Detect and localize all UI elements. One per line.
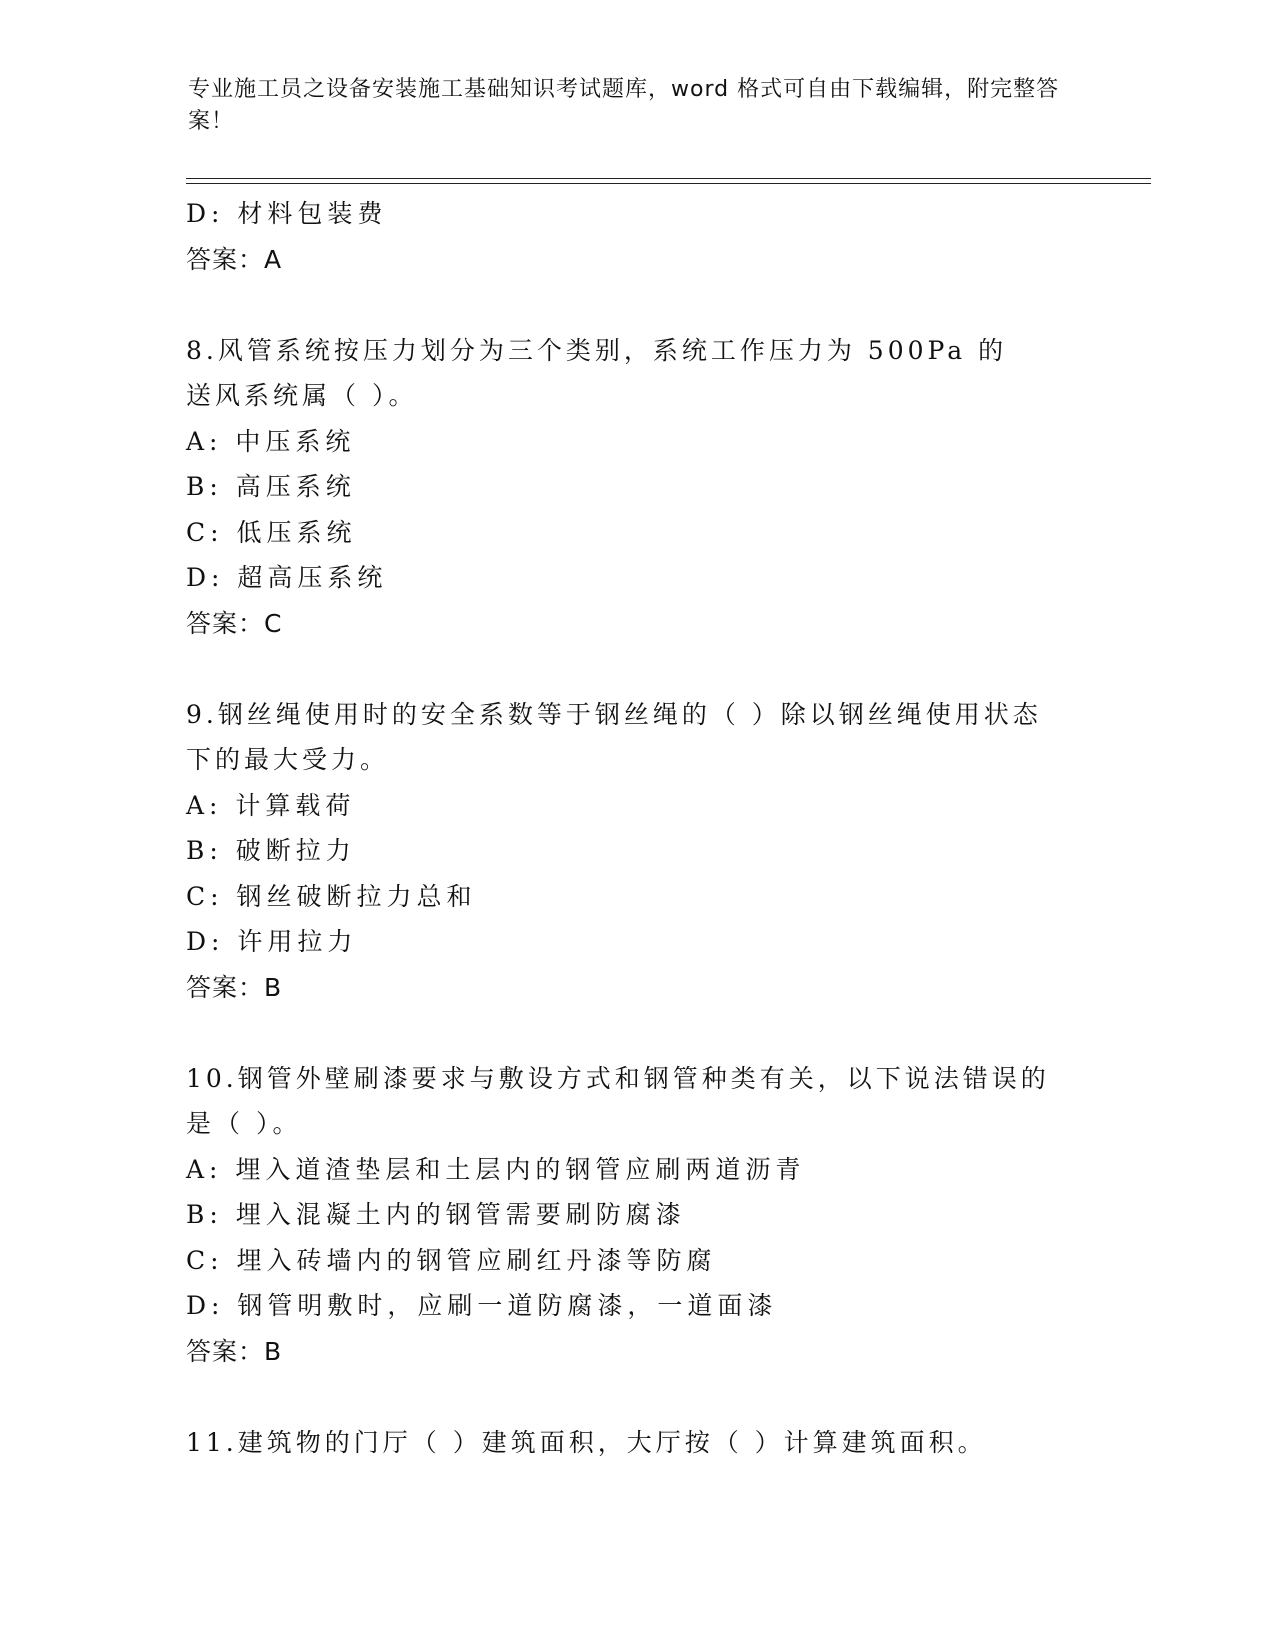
header-rule-bottom [186,183,1151,184]
answer: 答案：B [186,1336,283,1366]
option-a: A: 计算载荷 [186,790,356,820]
option-b: B: 破断拉力 [186,836,356,865]
option-d: D: 材料包装费 [186,199,388,228]
question-9 [186,692,1086,1011]
option-c: C: 钢丝破断拉力总和 [186,881,477,911]
document-header: 专业施工员之设备安装施工基础知识考试题库，word 格式可自由下载编辑，附完整答案！ [188,77,1060,134]
question-11 [186,1420,1086,1466]
question-text: 8.风管系统按压力划分为三个类别，系统工作压力为 500Pa 的送风系统属（ ）。 [186,335,1008,410]
option-c: C: 低压系统 [186,517,357,547]
answer: 答案：B [186,972,283,1002]
question-8 [186,328,1086,647]
header-rule-top [186,178,1151,179]
question-text: 9.钢丝绳使用时的安全系数等于钢丝绳的（ ）除以钢丝绳使用状态下的最大受力。 [186,699,1042,774]
option-c: C: 埋入砖墙内的钢管应刷红丹漆等防腐 [186,1245,717,1275]
answer: 答案：C [186,608,283,638]
question-10 [186,1056,1086,1375]
answer: 答案：A [186,244,283,274]
question-text: 10.钢管外壁刷漆要求与敷设方式和钢管种类有关，以下说法错误的是（ ）。 [186,1063,1050,1138]
option-d: D: 超高压系统 [186,563,388,592]
option-b: B: 埋入混凝土内的钢管需要刷防腐漆 [186,1200,686,1229]
question-text: 11.建筑物的门厅（ ）建筑面积，大厅按（ ）计算建筑面积。 [186,1427,987,1457]
document-body [186,191,1086,1465]
option-b: B: 高压系统 [186,472,356,501]
option-a: A: 埋入道渣垫层和土层内的钢管应刷两道沥青 [186,1154,806,1184]
option-d: D: 许用拉力 [186,927,358,956]
option-a: A: 中压系统 [186,426,356,456]
option-d: D: 钢管明敷时，应刷一道防腐漆，一道面漆 [186,1291,778,1320]
